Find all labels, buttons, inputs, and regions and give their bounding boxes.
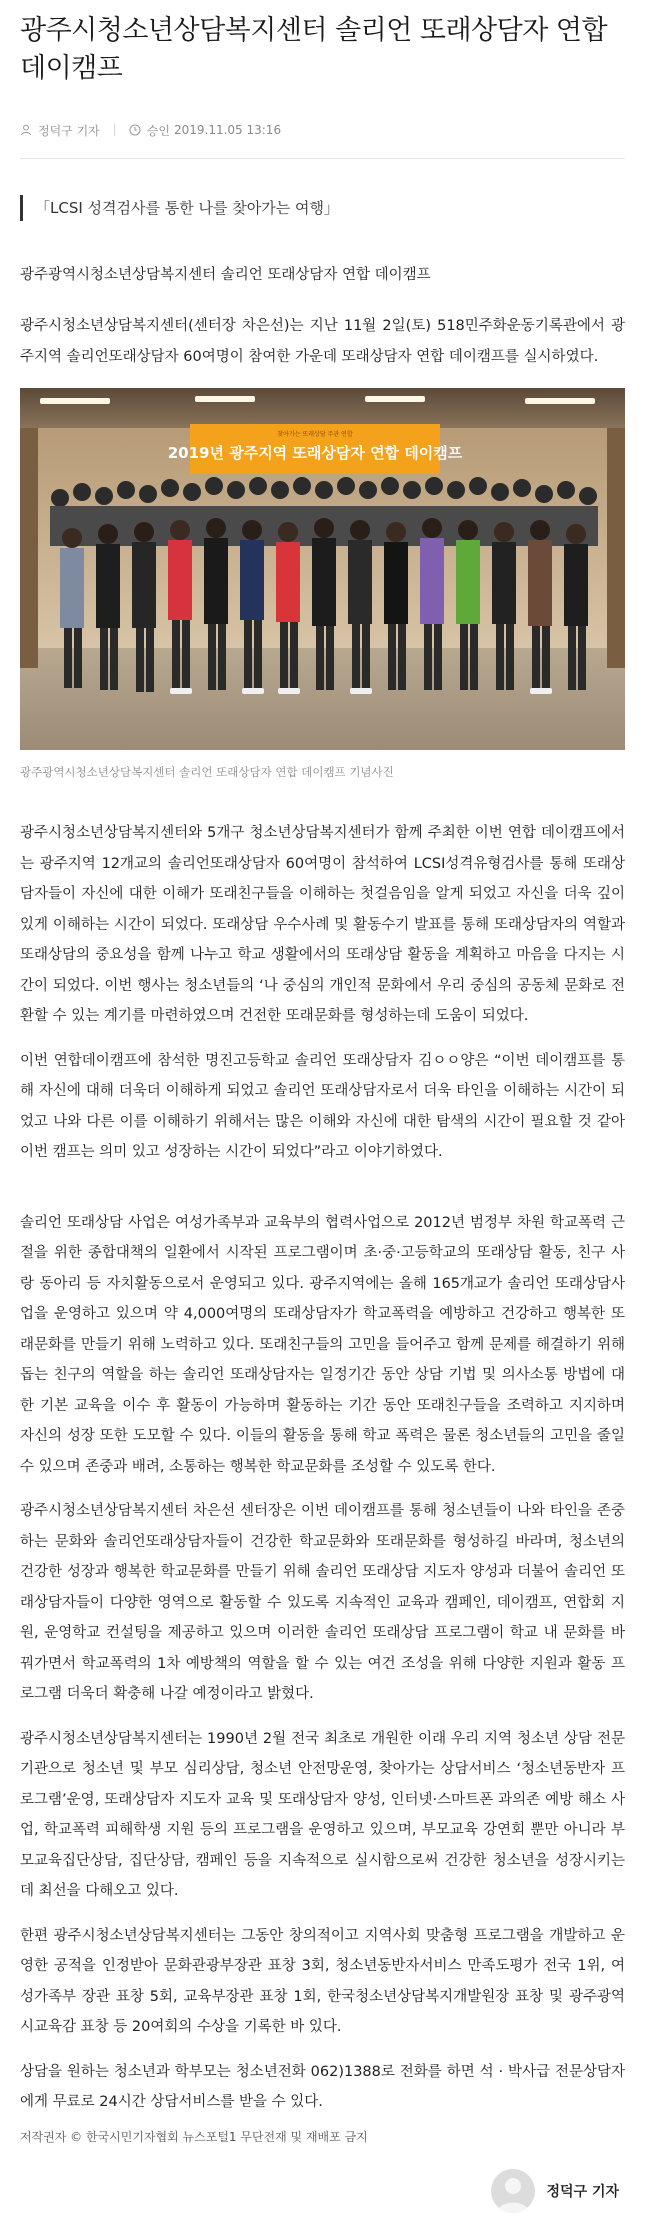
avatar <box>491 2169 535 2213</box>
approved-time: 2019.11.05 13:16 <box>173 123 282 137</box>
article-lead: 광주광역시청소년상담복지센터 솔리언 또래상담자 연합 데이캠프 <box>20 267 431 283</box>
approved-label: 승인 <box>146 123 170 138</box>
author-meta <box>20 122 100 139</box>
paragraph-2: 광주시청소년상담복지센터와 5개구 청소년상담복지센터가 함께 주최한 이번 연합 데이캠프에서는 광주지역 12개교의 솔리언또래상담자 60여명이 참석하여 LCSI성격유형검사를 통해 또래상담자들이 자신에 대한 이해가 또래친구들을 이해하는 첫걸음임을 알게 되었고 자신을 더욱 깊이있게 이해하는 시간이 되었다. 또래상담 우수사례 및 활동수기 발표를 통해 또래상담자의 역할과 또래상담의 중요성을 함께 나누고 학교 생활에서의 또래상담 활동을 계획하고 마음을 다지는 시간이 되었다. 이번 행사는 청소년들의 ‘나 중심의 개인적 문화에서 우리 중심의 공동체 문화로 전환할 수 있는 계기를 마련하였으며 건전한 또래문화를 형성하는데 도움이 되었다. <box>20 825 625 1024</box>
article-subtitle: 「LCSI 성격검사를 통한 나를 찾아가는 여행」 <box>20 195 625 221</box>
photo-caption: 광주광역시청소년상담복지센터 솔리언 또래상담자 연합 데이캠프 기념사진 <box>20 765 394 779</box>
group-photo-image <box>20 388 625 750</box>
title-divider <box>20 158 625 159</box>
article-meta <box>20 120 625 140</box>
banner-small-text: 찾아가는 또래상담 주관 연합 <box>277 431 353 438</box>
paragraph-8: 상담을 원하는 청소년과 학부모는 청소년전화 062)1388로 전화를 하면 석 · 박사급 전문상담자에게 무료로 24시간 상담서비스를 받을 수 있다. <box>20 2063 625 2110</box>
paragraph-3: 이번 연합데이캠프에 참석한 명진고등학교 솔리언 또래상담자 김ㅇㅇ양은 “이번 데이캠프를 통해 자신에 대해 더욱더 이해하게 되었고 솔리언 또래상담자로서 더욱 타인을 이해하는 시간이 되었고 나와 다른 이를 이해하기 위해서는 많은 이해와 자신에 대한 탐색의 시간이 필요할 것 같아 이번 캠프는 의미 있고 성장하는 시간이 되었다”라고 이야기하였다. <box>20 1052 625 1160</box>
article-photo[interactable] <box>20 388 625 750</box>
paragraph-5: 광주시청소년상담복지센터 차은선 센터장은 이번 데이캠프를 통해 청소년들이 나와 타인을 존중하는 문화와 솔리언또래상담자들이 건강한 학교문화와 또래문화를 형성하길 바라며, 청소년의 건강한 성장과 행복한 학교문화를 만들기 위해 솔리언 또래상담 지도자 양성과 더불어 솔리언 또래상담자들이 다양한 영역으로 활동할 수 있도록 지속적인 교육과 캠페인, 데이캠프, 연합회 지원, 운영학교 컨설팅을 제공하고 있으며 이러한 솔리언 또래상담 프로그램이 학교 내 문화를 바꿔가면서 학교폭력의 1차 예방책의 역할을 할 수 있는 여건 조성을 위해 다양한 지원과 활동 프로그램 더욱더 확충해 나갈 예정이라고 밝혔다. <box>20 1503 625 1702</box>
author-box[interactable] <box>20 2167 625 2215</box>
meta-divider <box>114 124 115 136</box>
user-icon <box>20 124 32 136</box>
paragraph-6: 광주시청소년상담복지센터는 1990년 2월 전국 최초로 개원한 이래 우리 지역 청소년 상담 전문기관으로 청소년 및 부모 심리상담, 청소년 안전망운영, 찾아가는 상담서비스 ‘청소년동반자 프로그램’운영, 또래상담자 지도자 교육 및 또래상담자 양성, 인터넷·스마트폰 과의존 예방 해소 사업, 학교폭력 피해학생 지원 등의 프로그램을 운영하고 있으며, 부모교육 강연회 뿐만 아니라 부모교육집단상담, 집단상담, 캠페인 등을 지속적으로 실시함으로써 건강한 청소년을 성장시키는 데 최선을 다해오고 있다. <box>20 1730 625 1899</box>
clock-icon <box>129 124 141 136</box>
banner-text: 2019년 광주지역 또래상담자 연합 데이캠프 <box>167 444 463 462</box>
approved-meta <box>129 122 281 139</box>
author-name-meta: 정덕구 기자 <box>38 123 100 138</box>
author-box-name[interactable]: 정덕구 기자 <box>546 2183 619 2200</box>
user-avatar-icon <box>491 2169 535 2213</box>
copyright-notice: 저작권자 © 한국시민기자협회 뉴스포털1 무단전재 및 재배포 금지 <box>20 2129 368 2144</box>
paragraph-1: 광주시청소년상담복지센터(센터장 차은선)는 지난 11월 2일(토) 518민주화운동기록관에서 광주지역 솔리언또래상담자 60여명이 참여한 가운데 또래상담자 연합 데이캠프를 실시하였다. <box>20 318 625 365</box>
paragraph-4: 솔리언 또래상담 사업은 여성가족부과 교육부의 협력사업으로 2012년 범정부 차원 학교폭력 근절을 위한 종합대책의 일환에서 시작된 프로그램이며 초·중·고등학교의 또래상담 활동, 친구 사랑 동아리 등 자치활동으로서 운영되고 있다. 광주지역에는 올해 165개교가 솔리언 또래상담사업을 운영하고 있으며 약 4,000여명의 또래상담자가 학교폭력을 예방하고 건강하고 행복한 또래문화를 만들기 위해 노력하고 있다. 또래친구들의 고민을 들어주고 함께 문제를 해결하기 위해 돕는 친구의 역할을 하는 솔리언 또래상담자는 일정기간 동안 상담 기법 및 의사소통 방법에 대한 기본 교육을 이수 후 활동이 가능하며 활동하는 기간 동안 또래친구들을 조력하고 지지하며 자신의 성장 또한 도모할 수 있다. 이들의 활동을 통해 학교 폭력은 물론 청소년들의 고민을 줄일 수 있으며 존중과 배려, 소통하는 행복한 학교문화를 조성할 수 있도록 한다. <box>20 1214 625 1475</box>
article-title: 광주시청소년상담복지센터 솔리언 또래상담자 연합 데이캠프 <box>20 15 608 84</box>
paragraph-7: 한편 광주시청소년상담복지센터는 그동안 창의적이고 지역사회 맞춤형 프로그램을 개발하고 운영한 공적을 인정받아 문화관광부장관 표창 3회, 청소년동반자서비스 만족도평가 전국 1위, 여성가족부 장관 표창 5회, 교육부장관 표창 1회, 한국청소년상담복지개발원장 표창 및 광주광역시교육감 표창 등 20여회의 수상을 기록한 바 있다. <box>20 1927 625 2035</box>
